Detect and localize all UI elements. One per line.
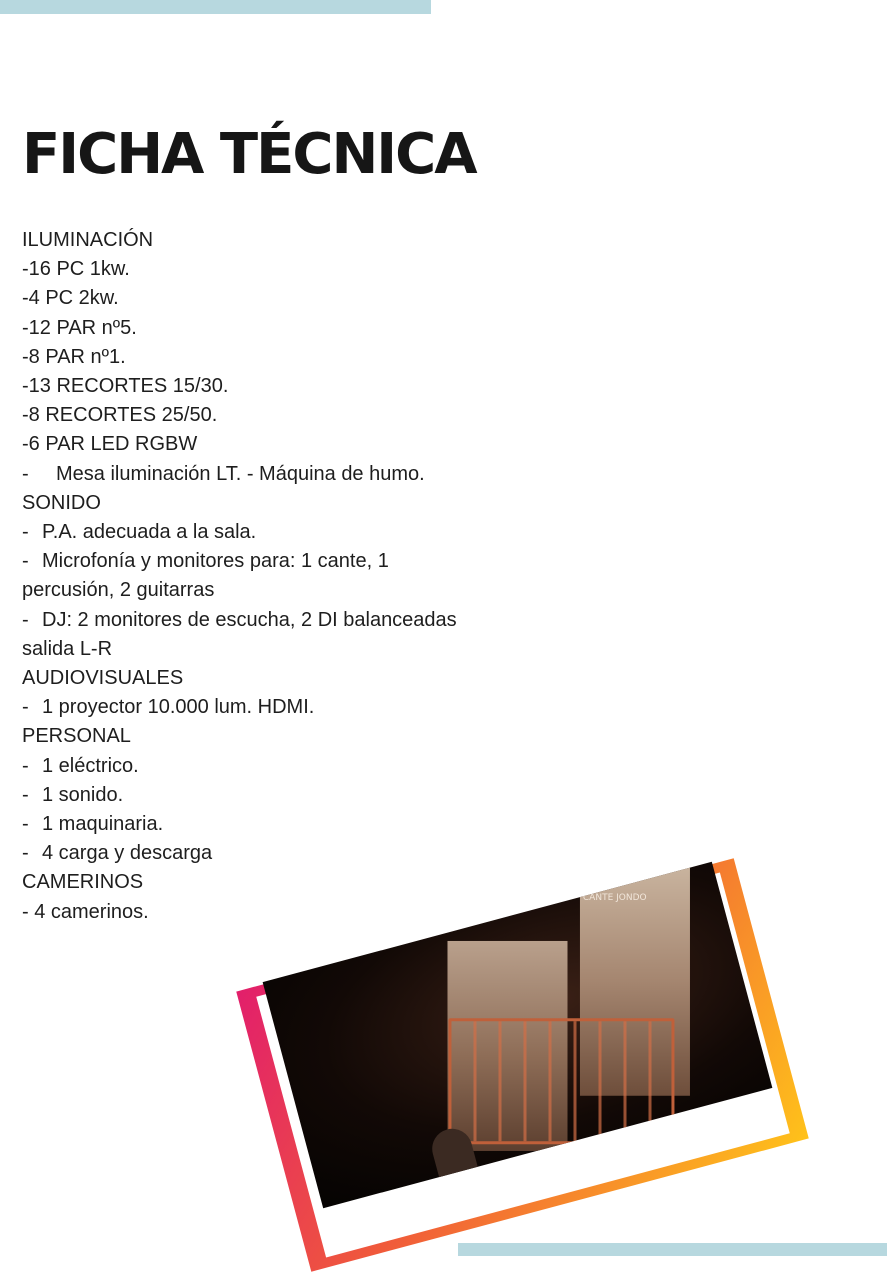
list-item: -4 PC 2kw.: [22, 287, 119, 310]
list-item: - 4 camerinos.: [22, 900, 149, 923]
list-item: - 1 proyector 10.000 lum. HDMI.: [22, 696, 315, 719]
top-decorative-bar: [0, 0, 431, 14]
section-heading: SONIDO: [22, 491, 101, 514]
bottom-decorative-bar: [458, 1243, 887, 1256]
list-item: -12 PAR nº5.: [22, 316, 137, 339]
list-item: - 1 maquinaria.: [22, 813, 164, 836]
list-item: - Mesa iluminación LT. - Máquina de humo.: [22, 462, 425, 485]
list-item: - Microfonía y monitores para: 1 cante, 1: [22, 550, 389, 573]
list-item: percusión, 2 guitarras: [22, 579, 215, 602]
section-heading: PERSONAL: [22, 725, 131, 748]
list-item: salida L-R: [22, 637, 113, 660]
list-item: - P.A. adecuada a la sala.: [22, 521, 257, 544]
list-item: -6 PAR LED RGBW: [22, 433, 198, 456]
list-item: - 1 eléctrico.: [22, 754, 139, 777]
list-item: -16 PC 1kw.: [22, 258, 130, 281]
list-item: -13 RECORTES 15/30.: [22, 375, 229, 398]
section-heading: CAMERINOS: [22, 871, 144, 894]
list-item: ILUMINACIÓN: [22, 229, 154, 251]
list-item: -8 PAR nº1.: [22, 345, 126, 368]
page-title: FICHA TÉCNICA: [22, 122, 476, 187]
list-item: -8 RECORTES 25/50.: [22, 404, 218, 427]
list-item: - 4 carga y descarga: [22, 842, 213, 865]
section-heading: AUDIOVISUALES: [22, 667, 184, 690]
technical-spec-list: [22, 226, 492, 927]
list-item: - 1 sonido.: [22, 783, 124, 806]
screen-caption: CANTE JONDO: [582, 893, 647, 904]
list-item: - DJ: 2 monitores de escucha, 2 DI balanceadas: [22, 608, 457, 631]
